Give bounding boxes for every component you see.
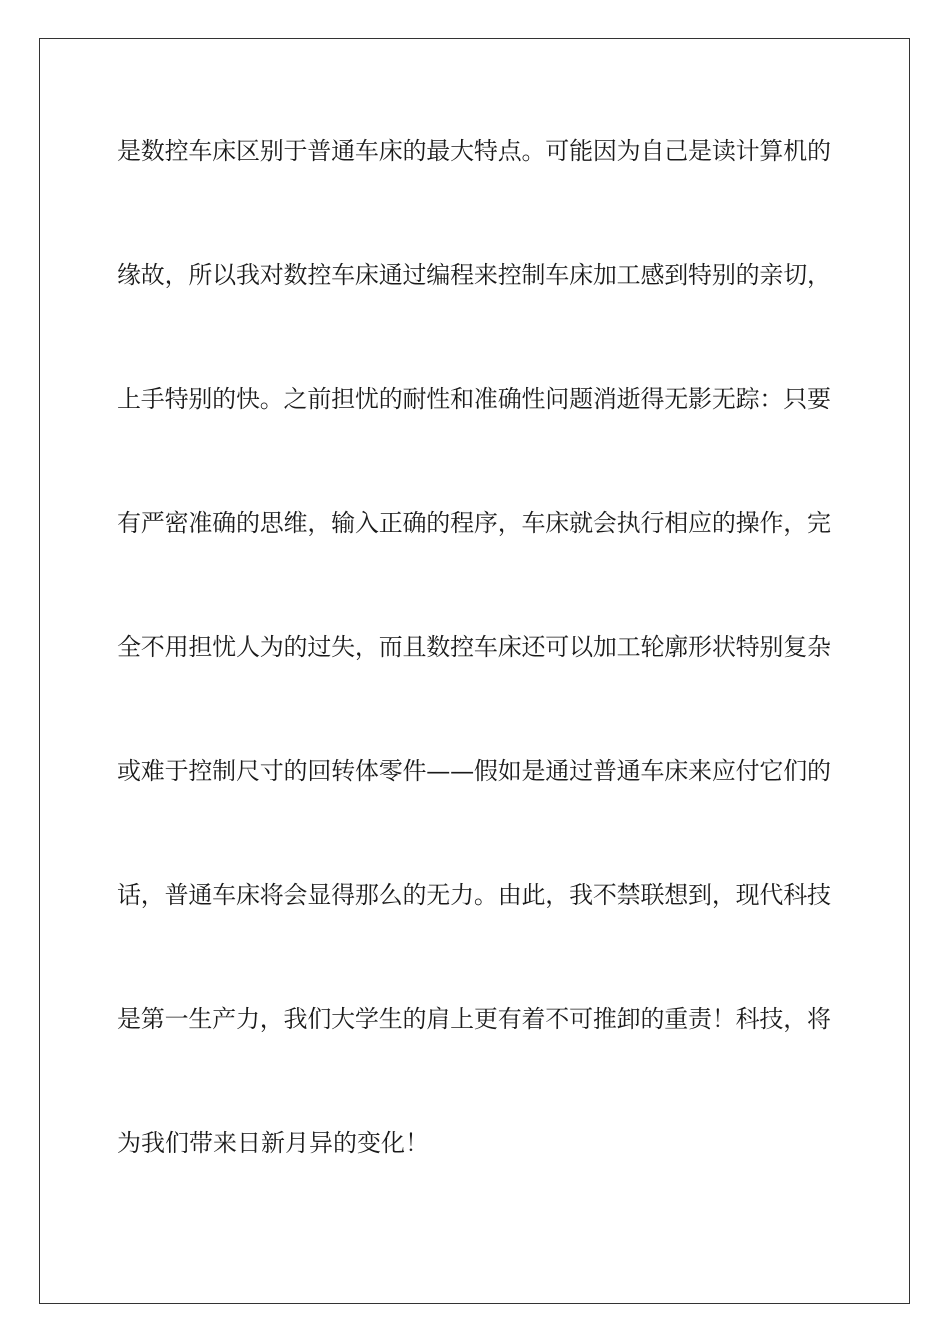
text-line: 或难于控制尺寸的回转体零件——假如是通过普通车床来应付它们的 xyxy=(117,757,831,785)
text-line: 有严密准确的思维，输入正确的程序，车床就会执行相应的操作，完 xyxy=(117,509,831,537)
text-line: 是第一生产力，我们大学生的肩上更有着不可推卸的重责！科技，将 xyxy=(117,1005,831,1033)
text-line: 全不用担忧人为的过失，而且数控车床还可以加工轮廓形状特别复杂 xyxy=(117,633,831,661)
page-border xyxy=(39,38,910,1304)
text-line: 话，普通车床将会显得那么的无力。由此，我不禁联想到，现代科技 xyxy=(117,881,831,909)
text-line: 缘故，所以我对数控车床通过编程来控制车床加工感到特别的亲切， xyxy=(117,261,831,289)
text-line: 上手特别的快。之前担忧的耐性和准确性问题消逝得无影无踪：只要 xyxy=(117,385,831,413)
text-line: 是数控车床区别于普通车床的最大特点。可能因为自己是读计算机的 xyxy=(117,137,831,165)
text-line: 为我们带来日新月异的变化！ xyxy=(117,1129,429,1157)
